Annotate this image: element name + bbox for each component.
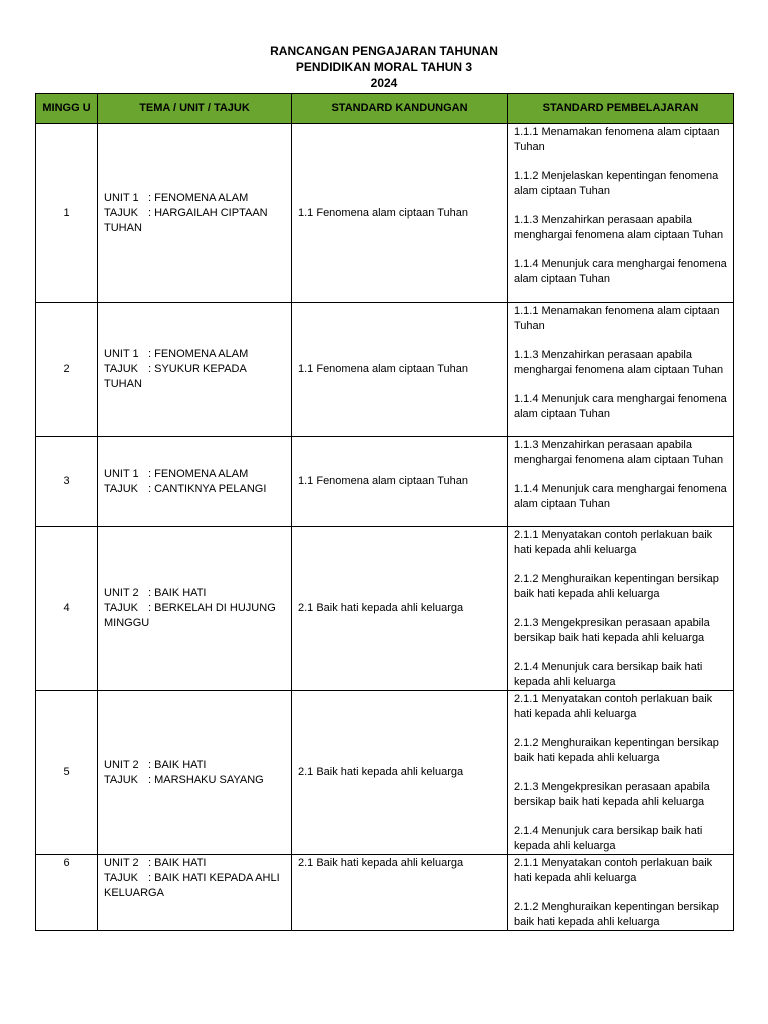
heading-line-1: RANCANGAN PENGAJARAN TAHUNAN <box>270 44 498 58</box>
learning-standard-item: 2.1.2 Menghuraikan kepentingan bersikap baik hati kepada ahli keluarga <box>514 901 719 928</box>
table-row <box>36 527 734 691</box>
week-cell: 6 <box>36 855 98 931</box>
learning-standard-item: 2.1.4 Menunjuk cara bersikap baik hati kepada ahli keluarga <box>514 825 703 852</box>
unit-value: : FENOMENA ALAM <box>148 191 249 204</box>
learning-standard-item: 2.1.3 Mengekpresikan perasaan apabila bersikap baik hati kepada ahli keluarga <box>514 781 710 808</box>
unit-label: UNIT 2 <box>104 857 139 869</box>
topic-value: : MARSHAKU SAYANG <box>148 773 264 786</box>
unit-topic-cell <box>98 124 292 303</box>
table-row <box>36 855 734 931</box>
learning-standard-item: 1.1.2 Menjelaskan kepentingan fenomena alam ciptaan Tuhan <box>514 170 719 197</box>
header-learning-standard: STANDARD PEMBELAJARAN <box>508 94 734 124</box>
topic-value: : CANTIKNYA PELANGI <box>148 482 267 495</box>
table-row <box>36 437 734 527</box>
learning-standard-item: 1.1.3 Menzahirkan perasaan apabila menghargai fenomena alam ciptaan Tuhan <box>514 439 724 466</box>
topic-line <box>104 362 285 392</box>
learning-standard-item: 2.1.2 Menghuraikan kepentingan bersikap baik hati kepada ahli keluarga <box>514 737 719 764</box>
header-theme-unit-topic: TEMA / UNIT / TAJUK <box>98 94 292 124</box>
topic-value: : BAIK HATI KEPADA AHLI KELUARGA <box>104 872 280 899</box>
topic-label: TAJUK <box>104 872 139 884</box>
content-standard-cell: 1.1 Fenomena alam ciptaan Tuhan <box>292 437 508 527</box>
learning-standard-item: 2.1.3 Mengekpresikan perasaan apabila bersikap baik hati kepada ahli keluarga <box>514 617 710 644</box>
topic-line <box>104 482 285 497</box>
unit-value: : BAIK HATI <box>148 587 207 599</box>
unit-value: : FENOMENA ALAM <box>148 467 249 480</box>
learning-standard-item: 2.1.2 Menghuraikan kepentingan bersikap baik hati kepada ahli keluarga <box>514 573 719 600</box>
unit-line <box>104 347 285 362</box>
content-standard-cell: 2.1 Baik hati kepada ahli keluarga <box>292 691 508 855</box>
learning-standard-item: 1.1.3 Menzahirkan perasaan apabila menghargai fenomena alam ciptaan Tuhan <box>514 214 724 241</box>
heading-line-3: 2024 <box>370 76 398 90</box>
topic-label: TAJUK <box>104 482 139 495</box>
unit-line <box>104 758 285 773</box>
document-heading <box>0 43 768 91</box>
table-row <box>36 303 734 437</box>
unit-line <box>104 586 285 601</box>
topic-label: TAJUK <box>104 363 139 375</box>
header-content-standard: STANDARD KANDUNGAN <box>292 94 508 124</box>
topic-label: TAJUK <box>104 206 139 219</box>
week-cell: 1 <box>36 124 98 303</box>
learning-standard-item: 2.1.4 Menunjuk cara bersikap baik hati kepada ahli keluarga <box>514 661 703 688</box>
content-standard-cell: 1.1 Fenomena alam ciptaan Tuhan <box>292 124 508 303</box>
content-standard-cell: 1.1 Fenomena alam ciptaan Tuhan <box>292 303 508 437</box>
unit-topic-cell <box>98 855 292 931</box>
learning-standard-item: 2.1.1 Menyatakan contoh perlakuan baik hati kepada ahli keluarga <box>514 693 713 720</box>
topic-line <box>104 601 285 631</box>
unit-label: UNIT 2 <box>104 587 139 599</box>
unit-value: : FENOMENA ALAM <box>148 348 249 360</box>
week-cell: 3 <box>36 437 98 527</box>
learning-standard-item: 1.1.1 Menamakan fenomena alam ciptaan Tuhan <box>514 305 720 332</box>
learning-standard-item: 1.1.4 Menunjuk cara menghargai fenomena alam ciptaan Tuhan <box>514 258 727 285</box>
unit-label: UNIT 1 <box>104 191 139 204</box>
unit-label: UNIT 2 <box>104 758 139 771</box>
table-header-row <box>36 94 734 124</box>
unit-value: : BAIK HATI <box>148 857 207 869</box>
unit-label: UNIT 1 <box>104 467 139 480</box>
table-row <box>36 691 734 855</box>
learning-standard-item: 2.1.1 Menyatakan contoh perlakuan baik hati kepada ahli keluarga <box>514 857 713 884</box>
unit-line <box>104 856 285 871</box>
week-cell: 5 <box>36 691 98 855</box>
unit-topic-cell <box>98 527 292 691</box>
topic-line <box>104 206 285 236</box>
header-week: MINGG U <box>36 94 98 124</box>
week-cell: 2 <box>36 303 98 437</box>
unit-line <box>104 191 285 206</box>
topic-line <box>104 871 285 901</box>
learning-standards-cell <box>508 691 734 855</box>
heading-line-2: PENDIDIKAN MORAL TAHUN 3 <box>295 60 473 74</box>
learning-standards-cell <box>508 303 734 437</box>
unit-value: : BAIK HATI <box>148 758 207 771</box>
learning-standards-cell <box>508 124 734 303</box>
content-standard-cell: 2.1 Baik hati kepada ahli keluarga <box>292 527 508 691</box>
topic-value: : BERKELAH DI HUJUNG MINGGU <box>104 602 276 629</box>
learning-standard-item: 1.1.4 Menunjuk cara menghargai fenomena alam ciptaan Tuhan <box>514 483 727 510</box>
learning-standard-item: 2.1.1 Menyatakan contoh perlakuan baik hati kepada ahli keluarga <box>514 529 713 556</box>
topic-value: : HARGAILAH CIPTAAN TUHAN <box>104 206 268 234</box>
table-row <box>36 124 734 303</box>
content-standard-cell: 2.1 Baik hati kepada ahli keluarga <box>292 855 508 931</box>
learning-standard-item: 1.1.1 Menamakan fenomena alam ciptaan Tuhan <box>514 126 720 153</box>
week-cell: 4 <box>36 527 98 691</box>
learning-standard-item: 1.1.4 Menunjuk cara menghargai fenomena alam ciptaan Tuhan <box>514 393 727 420</box>
topic-line <box>104 773 285 788</box>
topic-value: : SYUKUR KEPADA TUHAN <box>104 363 247 390</box>
unit-topic-cell <box>98 691 292 855</box>
topic-label: TAJUK <box>104 773 139 786</box>
learning-standards-cell <box>508 527 734 691</box>
unit-topic-cell <box>98 437 292 527</box>
learning-standard-item: 1.1.3 Menzahirkan perasaan apabila menghargai fenomena alam ciptaan Tuhan <box>514 349 724 376</box>
unit-line <box>104 467 285 482</box>
learning-standards-cell <box>508 855 734 931</box>
learning-standards-cell <box>508 437 734 527</box>
topic-label: TAJUK <box>104 602 139 614</box>
lesson-plan-table <box>35 93 734 931</box>
unit-label: UNIT 1 <box>104 348 139 360</box>
unit-topic-cell <box>98 303 292 437</box>
